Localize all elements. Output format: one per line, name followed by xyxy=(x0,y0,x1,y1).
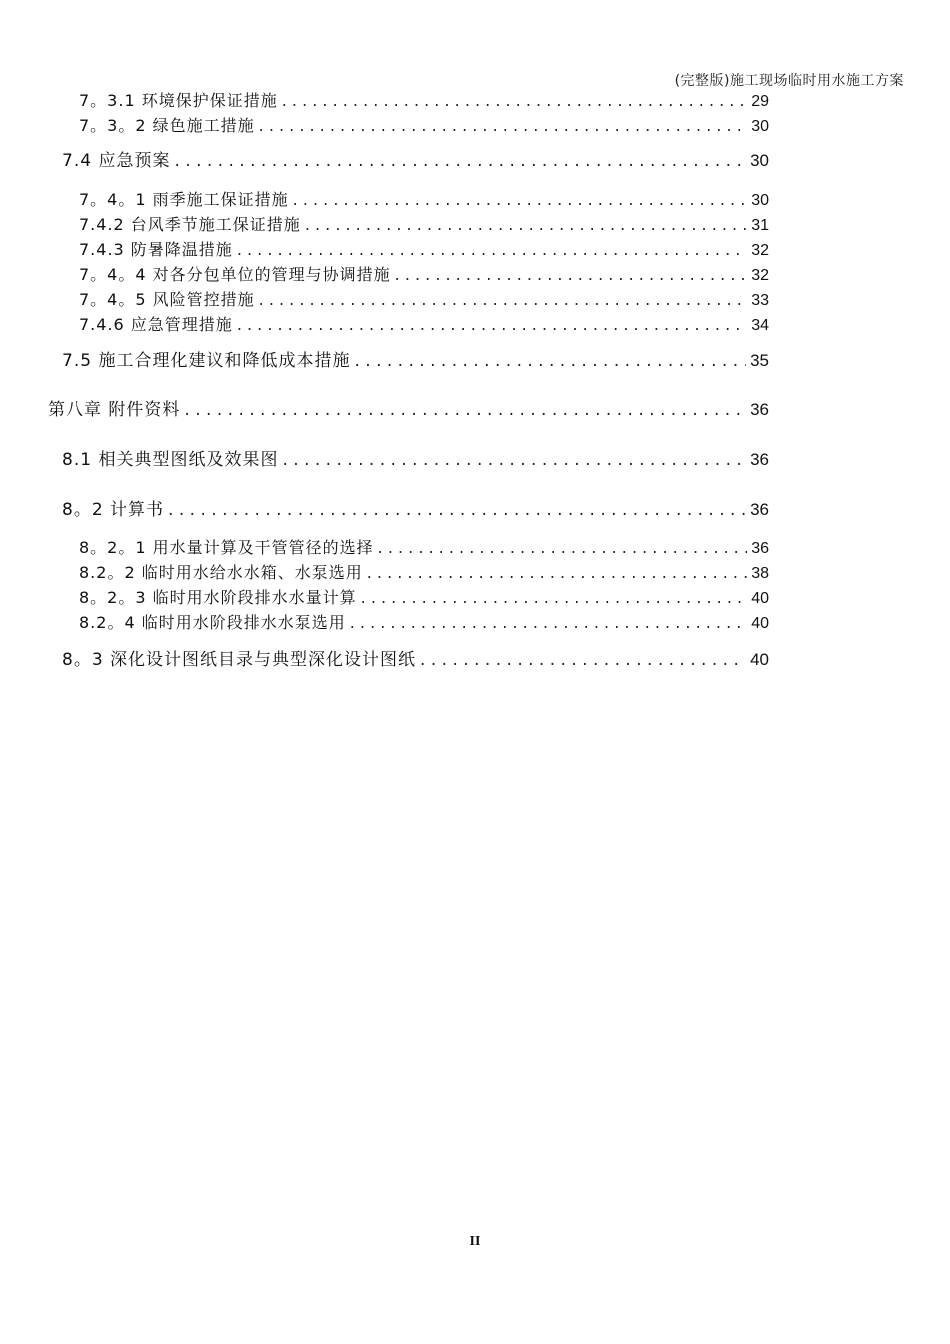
toc-leader-dots xyxy=(354,351,746,371)
toc-leader-dots xyxy=(293,190,748,210)
toc-entry-label: 7。3.1 环境保护保证措施 xyxy=(79,91,278,110)
toc-entry[interactable] xyxy=(62,500,769,520)
toc-entry-page: 36 xyxy=(750,500,769,519)
toc-entry-page: 29 xyxy=(751,93,769,110)
toc-entry-label: 8。2。1 用水量计算及干管管径的选择 xyxy=(79,538,374,557)
toc-entry-page: 32 xyxy=(751,267,769,284)
toc-leader-dots xyxy=(350,613,747,633)
toc-leader-dots xyxy=(282,450,746,470)
toc-entry-page: 30 xyxy=(750,151,769,170)
toc-entry-label: 第八章 附件资料 xyxy=(48,400,181,420)
toc-leader-dots xyxy=(168,500,746,520)
toc-entry-label: 8.1 相关典型图纸及效果图 xyxy=(62,450,279,470)
toc-entry[interactable] xyxy=(79,190,769,211)
toc-entry-page: 38 xyxy=(751,565,769,582)
toc-entry[interactable] xyxy=(62,450,769,470)
toc-entry-page: 30 xyxy=(751,192,769,209)
toc-entry[interactable] xyxy=(79,116,769,137)
toc-leader-dots xyxy=(174,151,746,171)
toc-leader-dots xyxy=(237,315,747,335)
toc-leader-dots xyxy=(259,290,748,310)
toc-entry[interactable] xyxy=(79,240,769,261)
toc-entry[interactable] xyxy=(79,538,769,559)
toc-entry[interactable] xyxy=(79,265,769,286)
toc-entry-page: 36 xyxy=(750,400,769,419)
toc-entry-label: 8.2。2 临时用水给水水箱、水泵选用 xyxy=(79,563,363,582)
toc-entry-label: 8。3 深化设计图纸目录与典型深化设计图纸 xyxy=(62,650,417,670)
toc-entry-page: 36 xyxy=(750,450,769,469)
toc-entry-label: 8。2。3 临时用水阶段排水水量计算 xyxy=(79,588,357,607)
toc-entry[interactable] xyxy=(79,91,769,112)
toc-entry[interactable] xyxy=(79,315,769,336)
toc-entry-label: 7.4.3 防暑降温措施 xyxy=(79,240,233,259)
document-header-title: (完整版)施工现场临时用水施工方案 xyxy=(674,73,904,89)
toc-entry[interactable] xyxy=(79,215,769,236)
toc-entry-label: 7.5 施工合理化建议和降低成本措施 xyxy=(62,351,351,371)
toc-entry-label: 7。3。2 绿色施工措施 xyxy=(79,116,255,135)
toc-leader-dots xyxy=(305,215,747,235)
toc-entry-page: 40 xyxy=(750,650,769,669)
toc-entry[interactable] xyxy=(62,151,769,171)
toc-leader-dots xyxy=(420,650,746,670)
toc-entry-page: 40 xyxy=(751,590,769,607)
toc-entry-label: 8.2。4 临时用水阶段排水水泵选用 xyxy=(79,613,346,632)
toc-entry[interactable] xyxy=(48,400,769,420)
toc-leader-dots xyxy=(378,538,748,558)
toc-entry[interactable] xyxy=(79,563,769,584)
toc-leader-dots xyxy=(237,240,747,260)
toc-entry-label: 7。4。4 对各分包单位的管理与协调措施 xyxy=(79,265,391,284)
toc-entry-label: 7.4.2 台风季节施工保证措施 xyxy=(79,215,301,234)
toc-entry-page: 31 xyxy=(751,217,769,234)
toc-leader-dots xyxy=(184,400,746,420)
toc-entry-label: 7.4.6 应急管理措施 xyxy=(79,315,233,334)
toc-entry[interactable] xyxy=(79,290,769,311)
toc-entry[interactable] xyxy=(62,650,769,670)
page-number: II xyxy=(469,1234,481,1249)
toc-leader-dots xyxy=(367,563,747,583)
toc-entry-page: 40 xyxy=(751,615,769,632)
toc-entry-page: 34 xyxy=(751,317,769,334)
toc-entry-label: 7。4。1 雨季施工保证措施 xyxy=(79,190,289,209)
toc-leader-dots xyxy=(282,91,747,111)
toc-entry[interactable] xyxy=(79,613,769,634)
toc-entry[interactable] xyxy=(79,588,769,609)
toc-leader-dots xyxy=(395,265,748,285)
toc-entry-page: 30 xyxy=(751,118,769,135)
toc-entry-label: 7。4。5 风险管控措施 xyxy=(79,290,255,309)
toc-entry-page: 32 xyxy=(751,242,769,259)
toc-entry-label: 7.4 应急预案 xyxy=(62,151,171,171)
toc-leader-dots xyxy=(259,116,748,136)
toc-entry-page: 35 xyxy=(750,351,769,370)
toc-entry-label: 8。2 计算书 xyxy=(62,500,165,520)
toc-leader-dots xyxy=(361,588,748,608)
toc-entry[interactable] xyxy=(62,351,769,371)
toc-entry-page: 33 xyxy=(751,292,769,309)
toc-entry-page: 36 xyxy=(751,540,769,557)
